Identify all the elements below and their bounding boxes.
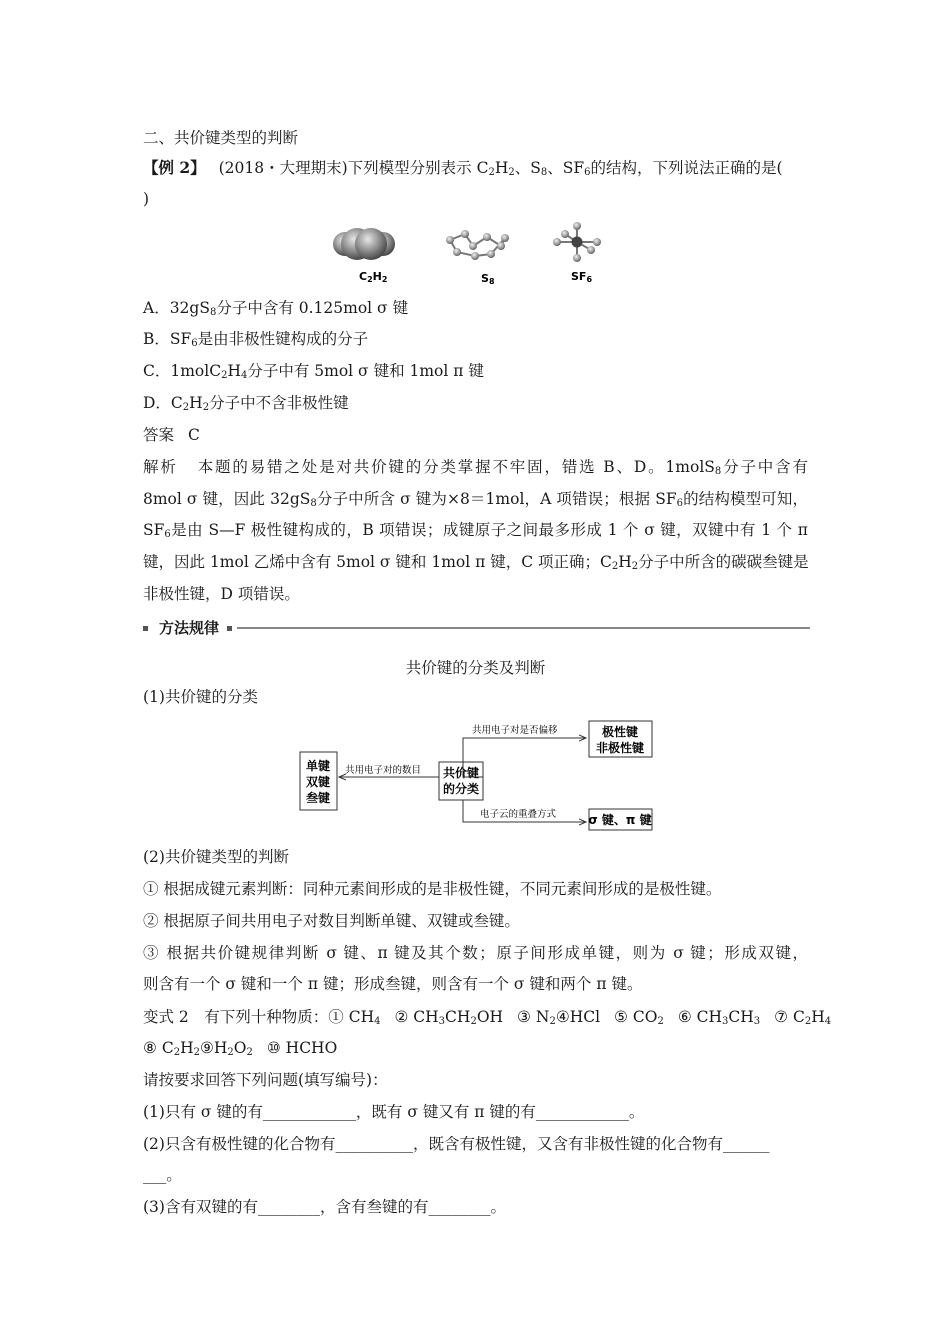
arrow-label-shared-pairs: 共用电子对的数目 — [345, 765, 422, 776]
covalent-bond-classification-diagram — [296, 718, 658, 836]
analysis-line-1: 解析 本题的易错之处是对共价键的分类掌握不牢固，错选 B、D。1molS$_8$分子中含有 — [143, 458, 808, 477]
analysis-line-3: $SF_6$是由 S—F 极性键构成的，B 项错误；成键原子之间最多形成 1 个 σ 键，双键中有 1 个 π — [143, 521, 808, 540]
svg-text:σ 键、π 键: σ 键、π 键 — [588, 813, 652, 827]
method-section-bar — [143, 619, 810, 637]
variant-line-2: ⑧ $C_2H_2⑨H_2O_2$ ⑩ HCHO — [143, 1039, 338, 1058]
svg-text:单键: 单键 — [305, 759, 331, 773]
arrow-label-overlap: 电子云的重叠方式 — [480, 809, 557, 820]
method-subtitle: 共价键的分类及判断 — [405, 659, 546, 677]
analysis-line-5: 非极性键，D 项错误。 — [143, 585, 300, 603]
option-c: C．$1molC_2H_4$分子中有 5mol σ 键和 1mol π 键 — [143, 362, 484, 381]
c2h2-label: C2H2 — [359, 270, 388, 284]
variant-q2-cont: ___。 — [143, 1166, 182, 1184]
variant-q1: (1)只有 σ 键的有____________，既有 σ 键又有 π 键的有____________。 — [143, 1103, 645, 1121]
variant-prompt: 请按要求回答下列问题(填写编号)： — [143, 1071, 388, 1089]
variant-line-1: 变式 2 有下列十种物质：① $CH_4$ ② $CH_3CH_2OH$ ③ $N_2④HCl$ ⑤ $CO_2$ ⑥ $CH_3CH_3$ ⑦ $C_2H_4$ — [143, 1008, 832, 1027]
section-title: 二、共价键类型的判断 — [143, 129, 299, 147]
option-d: D．$C_2H_2$分子中不含非极性键 — [143, 394, 349, 413]
svg-text:叁键: 叁键 — [305, 791, 331, 805]
example-question-end: ) — [143, 190, 150, 208]
answer: 答案 C — [143, 426, 200, 444]
molecule-models-figure — [325, 218, 625, 290]
rule-2: ② 根据原子间共用电子对数目判断单键、双键或叁键。 — [143, 912, 520, 930]
option-b: B．$SF_6$是由非极性键构成的分子 — [143, 330, 369, 349]
c2h2-model — [333, 228, 395, 260]
example-source: (2018・大理期末) — [218, 159, 348, 177]
svg-text:非极性键: 非极性键 — [595, 741, 645, 755]
method-p1: (1)共价键的分类 — [143, 688, 258, 706]
method-bar-title: 方法规律 — [159, 619, 220, 637]
method-p2: (2)共价键类型的判断 — [143, 848, 289, 866]
analysis-line-4: 键，因此 1mol 乙烯中含有 5mol σ 键和 1mol π 键，C 项正确；$C_2H_2$分子中所含的碳碳叁键是 — [143, 553, 809, 572]
arrow-label-shift: 共用电子对是否偏移 — [472, 725, 558, 736]
rule-1: ① 根据成键元素判断：同种元素间形成的是非极性键，不同元素间形成的是极性键。 — [143, 880, 722, 898]
example-tag: 【例 2】 — [143, 158, 206, 177]
option-a: A．$32gS_8$分子中含有 0.125mol σ 键 — [143, 299, 409, 318]
svg-text:的分类: 的分类 — [442, 782, 480, 796]
s8-label: S8 — [481, 272, 495, 286]
rule-3: ③ 根据共价键规律判断 σ 键、π 键及其个数；原子间形成单键，则为 σ 键；形成双键， — [143, 944, 808, 962]
svg-text:极性键: 极性键 — [601, 725, 639, 739]
analysis-line-2: 8mol σ 键，因此 $32gS_8$分子中所含 σ 键为×8＝1mol，A 项错误；根据 $SF_6$的结构模型可知， — [143, 490, 808, 509]
svg-text:双键: 双键 — [305, 775, 331, 789]
example-question: 【例 2】 (2018・大理期末)下列模型分别表示 $C_2H_2$、$S_8$、$SF_6$的结构，下列说法正确的是( — [143, 158, 783, 178]
variant-q2: (2)只含有极性键的化合物有__________，既含有极性键，又含有非极性键的化合物有______ — [143, 1135, 770, 1153]
svg-text:共价键: 共价键 — [442, 766, 480, 780]
sf6-label: SF6 — [571, 270, 593, 284]
rule-4: 则含有一个 σ 键和一个 π 键；形成叁键，则含有一个 σ 键和两个 π 键。 — [143, 975, 643, 993]
variant-q3: (3)含有双键的有________，含有叁键的有________。 — [143, 1198, 506, 1216]
